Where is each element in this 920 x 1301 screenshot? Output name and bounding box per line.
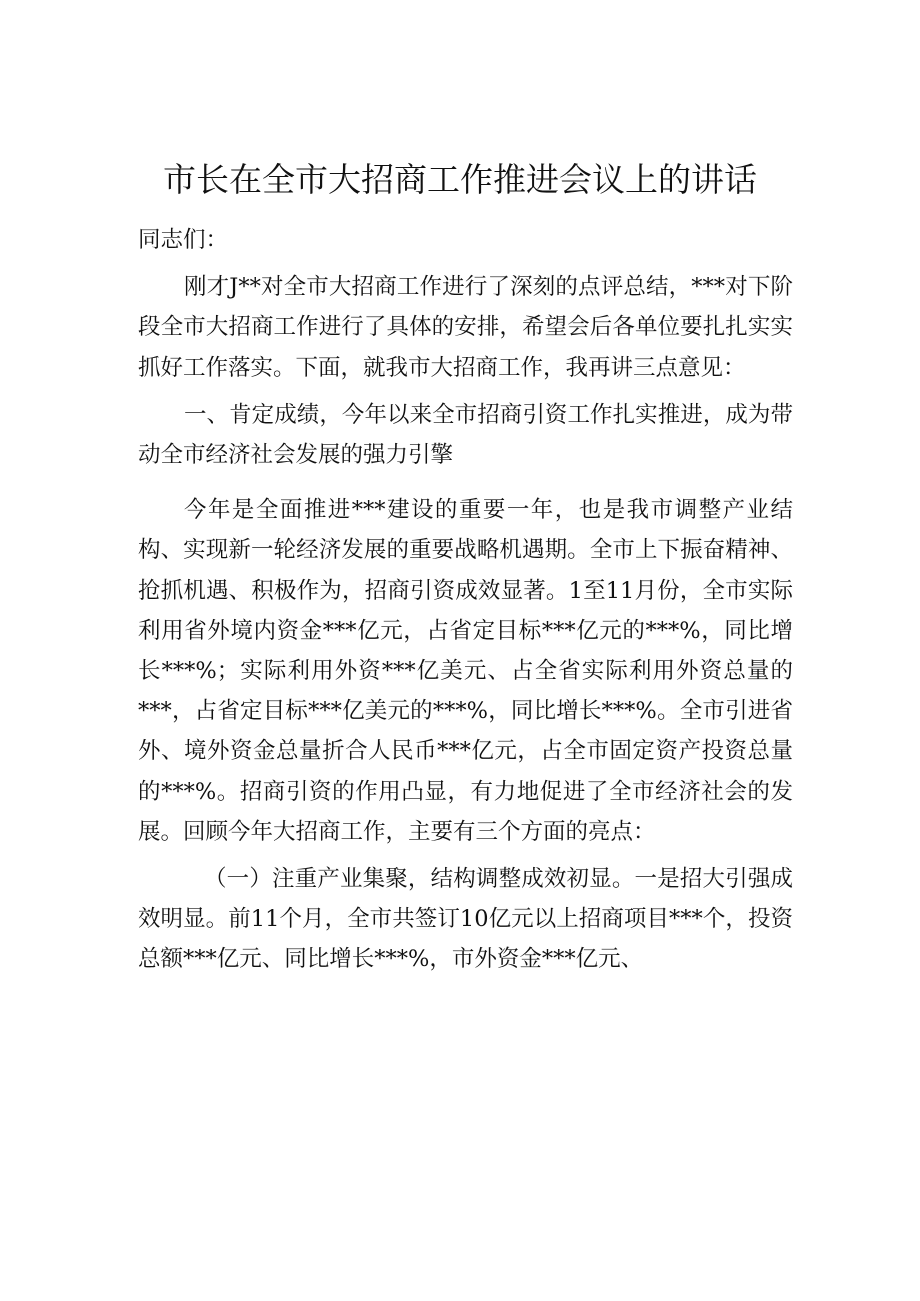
- paragraph-opening: 刚才J**对全市大招商工作进行了深刻的点评总结，***对下阶段全市大招商工作进行了具体的安排，希望会后各单位要扎扎实实抓好工作落实。下面，就我市大招商工作，我再讲三点意见：: [138, 274, 793, 381]
- spacer: [138, 852, 793, 859]
- section-heading-one: 一、肯定成绩，今年以来全市招商引资工作扎实推进，成为带动全市经济社会发展的强力引擎: [138, 401, 793, 469]
- spacer: [138, 260, 793, 267]
- document-body: [138, 220, 793, 980]
- document-title: 市长在全市大招商工作推进会议上的讲话: [163, 160, 757, 199]
- spacer: [138, 475, 793, 490]
- paragraph-subsection-one: （一）注重产业集聚，结构调整成效初显。一是招大引强成效明显。前11个月，全市共签订10亿元以上招商项目***个，投资总额***亿元、同比增长***%，市外资金***亿元、: [138, 866, 793, 973]
- spacer: [138, 388, 793, 395]
- paragraph-achievements: 今年是全面推进***建设的重要一年，也是我市调整产业结构、实现新一轮经济发展的重要战略机遇期。全市上下振奋精神、抢抓机遇、积极作为，招商引资成效显著。1至11月份，全市实际利用省外境内资金***亿元，占省定目标***亿元的***%，同比增长***%；实际利用外资***亿美元、占全省实际利用外资总量的***，占省定目标***亿美元的***%，同比增长***%。全市引进省外、境外资金总量折合人民币***亿元，占全市固定资产投资总量的***%。招商引资的作用凸显，有力地促进了全市经济社会的发展。回顾今年大招商工作，主要有三个方面的亮点：: [138, 497, 793, 845]
- salutation: 同志们：: [138, 227, 229, 253]
